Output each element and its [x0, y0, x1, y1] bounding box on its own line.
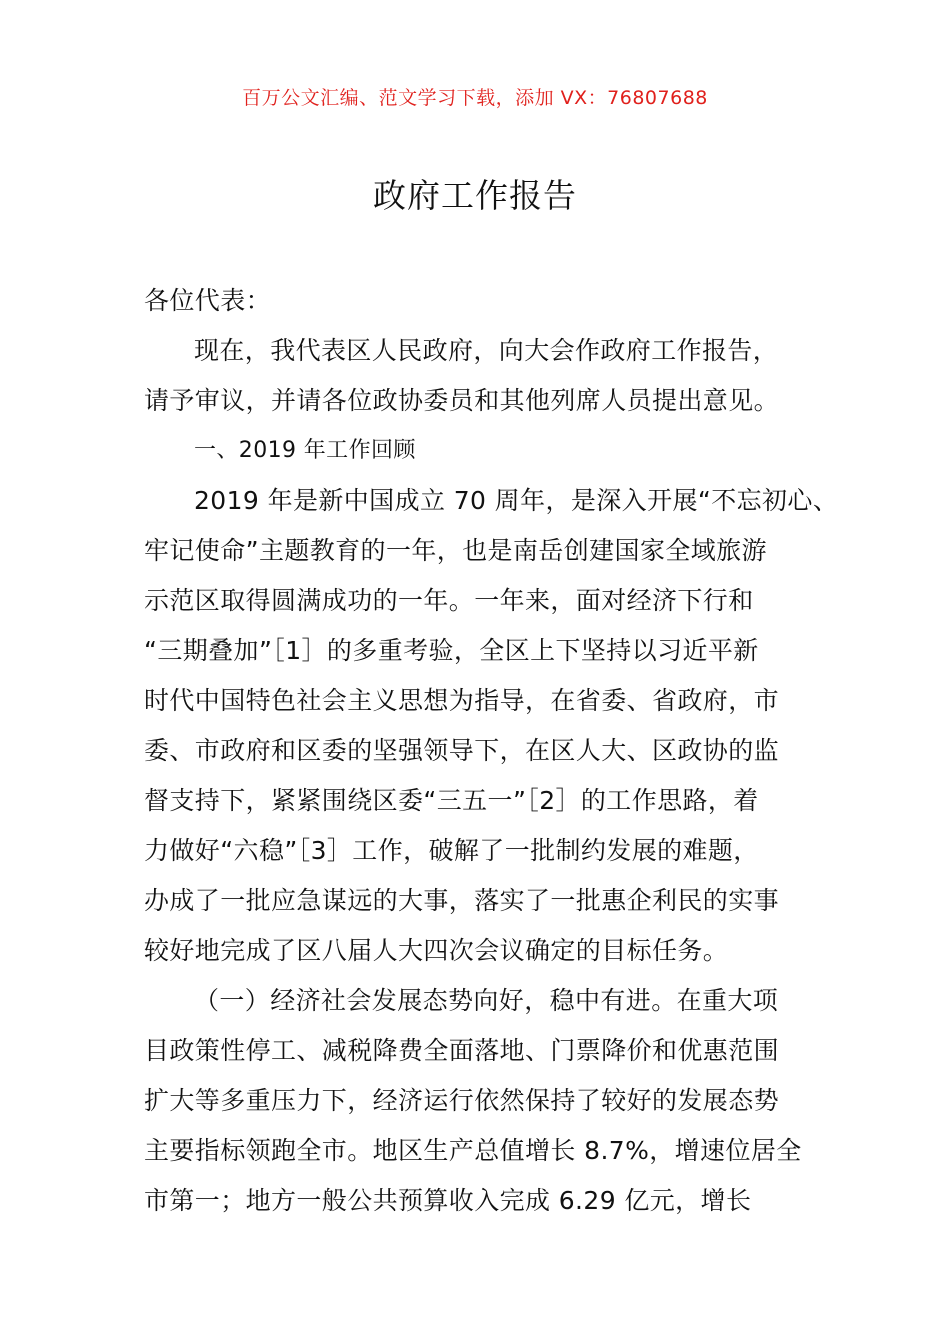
promo-banner: 百万公文汇编、范文学习下载，添加 VX：76807688: [242, 87, 708, 109]
text-line: 牢记使命”主题教育的一年，也是南岳创建国家全域旅游: [144, 536, 767, 565]
text-line: 现在，我代表区人民政府，向大会作政府工作报告，: [194, 336, 779, 365]
text-line: 主要指标领跑全市。地区生产总值增长 8.7%，增速位居全: [144, 1136, 802, 1165]
text-line: 时代中国特色社会主义思想为指导，在省委、省政府，市: [144, 686, 780, 715]
text-line: 较好地完成了区八届人大四次会议确定的目标任务。: [144, 936, 729, 965]
text-line: 2019 年是新中国成立 70 周年，是深入开展“不忘初心、: [194, 486, 839, 515]
page-title: 政府工作报告: [373, 176, 577, 215]
text-line: 委、市政府和区委的坚强领导下，在区人大、区政协的监: [144, 736, 780, 765]
text-line: 示范区取得圆满成功的一年。一年来，面对经济下行和: [144, 586, 754, 615]
text-line: 请予审议，并请各位政协委员和其他列席人员提出意见。: [144, 386, 780, 415]
document-body: [144, 276, 839, 1226]
text-line: 办成了一批应急谋远的大事，落实了一批惠企利民的实事: [144, 886, 780, 915]
text-line: 力做好“六稳”［3］工作，破解了一批制约发展的难题，: [144, 836, 759, 865]
text-line: （一）经济社会发展态势向好，稳中有进。在重大项: [194, 986, 779, 1015]
text-line: 目政策性停工、减税降费全面落地、门票降价和优惠范围: [144, 1036, 780, 1065]
text-line: 扩大等多重压力下，经济运行依然保持了较好的发展态势: [144, 1086, 780, 1115]
section-heading: 一、2019 年工作回顾: [194, 438, 416, 463]
text-line: “三期叠加”［1］的多重考验，全区上下坚持以习近平新: [144, 636, 759, 665]
text-line: 市第一；地方一般公共预算收入完成 6.29 亿元，增长: [144, 1186, 752, 1215]
text-line: 各位代表：: [144, 286, 272, 315]
text-line: 督支持下，紧紧围绕区委“三五一”［2］的工作思路，着: [144, 786, 759, 815]
